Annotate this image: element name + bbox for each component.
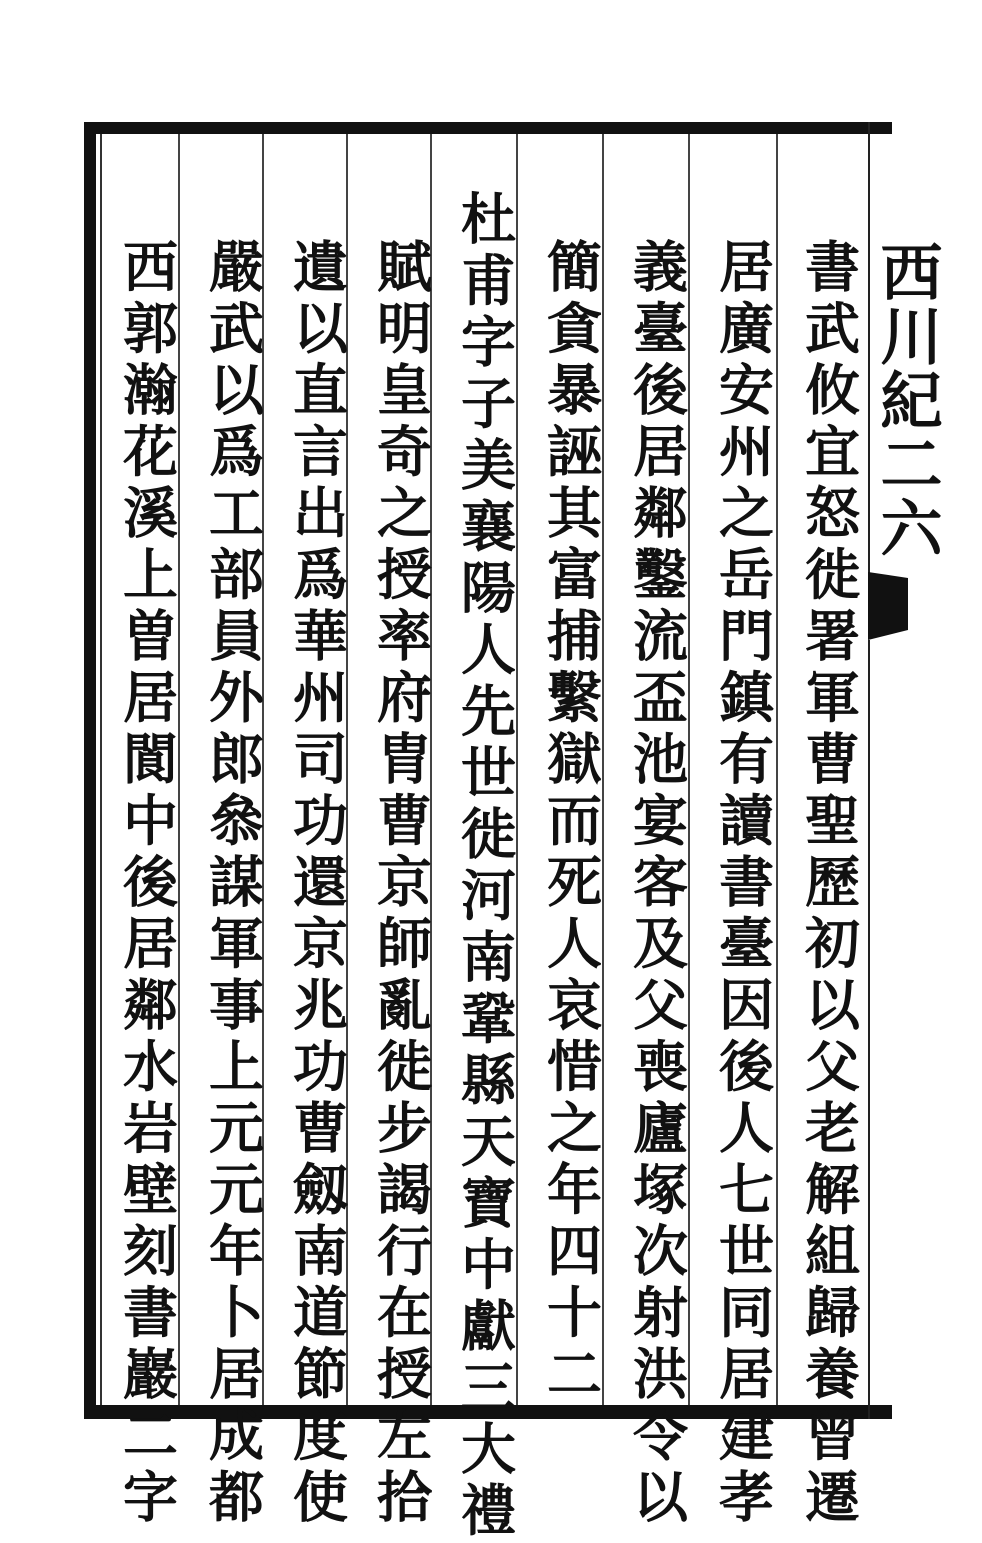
- text-column-9: 西郭瀚花溪上曽居閬中後居鄰水岩壁刻書巖二字: [114, 238, 179, 1530]
- frame-right-border-lower: [868, 640, 870, 1419]
- text-column-5: 杜甫字子美襄陽人先世徙河南鞏縣天寶中獻三大禮: [452, 190, 517, 1543]
- frame-left-inner-rule: [100, 134, 102, 1405]
- text-column-3: 義臺後居鄰鑿流盃池宴客及父喪廬塚次射洪令以: [624, 238, 689, 1530]
- spine-title: 西川紀二六: [870, 240, 943, 560]
- text-column-2: 居廣安州之岳門鎮有讀書臺因後人七世同居建孝: [710, 238, 775, 1530]
- text-column-7: 遺以直言出爲華州司功還京兆功曹劔南道節度使: [284, 238, 349, 1530]
- text-column-4: 簡貪暴誣其富捕繫獄而死人哀惜之年四十二: [538, 238, 603, 1407]
- text-column-6: 賦明皇奇之授率府胄曹京師亂徙步謁行在授左拾: [368, 238, 433, 1530]
- frame-left-border: [84, 122, 96, 1419]
- text-column-8: 嚴武以爲工部員外郎叅謀軍事上元元年卜居成都: [200, 238, 265, 1530]
- fishtail-mark-icon: [868, 572, 908, 640]
- frame-top-border: [84, 122, 892, 134]
- text-column-1: 書武攸宜怒徙署軍曹聖歷初以父老解組歸養曾遷: [796, 238, 861, 1530]
